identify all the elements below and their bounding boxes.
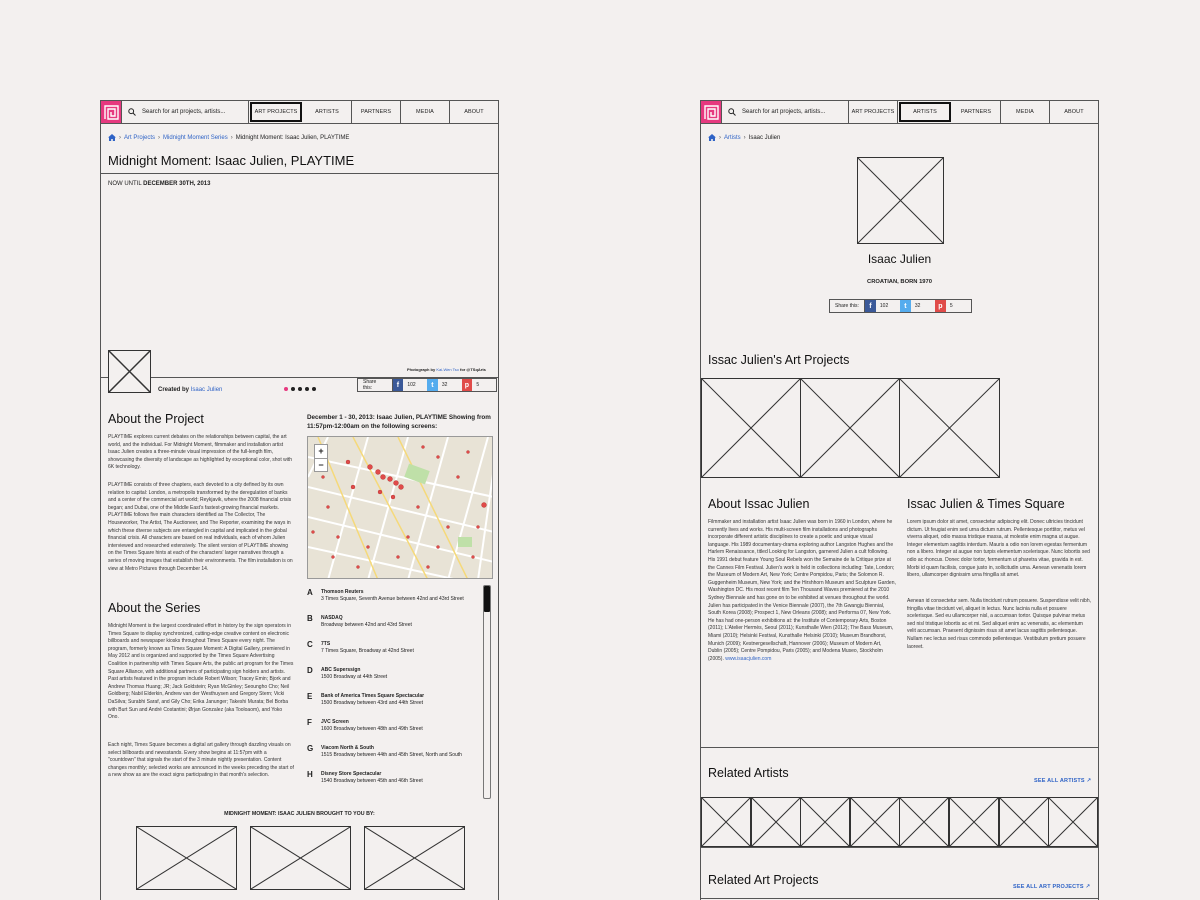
- screen-address: Broadway between 42nd and 43rd Street: [321, 622, 412, 628]
- pinterest-icon[interactable]: p: [935, 300, 946, 312]
- divider: [701, 747, 1098, 748]
- map-graphic: [308, 437, 493, 579]
- about-artist-text: Filmmaker and installation artist Isaac Julien was born in 1960 in London, where he currently lives and works. His multi-screen film installations and photographs incorporate different artistic disciplines to create a poetic and unique visual language. His 1989 documentary-drama exploring author Langston Hughes and the Harlem Renaissance, titled Looking for Langston, garnered Julien a cult following. His 1991 debut feature Young Soul Rebels won the Semaine de la Critique prize at the Cannes Film Festival. Julien's work is held in collections including: Tate, London; the Museum of Modern Art, New York; Centre Pompidou, Paris; the Solomon R. Guggenheim Museum, New York; and the Hirshhorn Museum and Sculpture Garden, Washington DC. His most recent film Ten Thousand Waves premiered at the 2010 Sydney Biennale and has gone on to be exhibited at venues throughout the world. Julien has participated in the Venice Biennale (2007), the 7th Gwangju Biennial, South Korea (2008); Prospect 1, New Orleans (2008); and Performa 07, New York. He has had one-person exhibitions at: the Institute of Contemporary Arts, Boston (2011); L'Atelier Hermès, Seoul (2011); Kunsthalle Wien (2012); The Bass Museum, Miami (2010); Helsinki Festival, Kunsthalle Helsinki (2010); Museum Brandhorst, Munich (2009); Kestnergesellschaft, Hannover (2006); Museum of Modern Art, Dublin (2005); Centre Pompidou, Paris (2005); and Modena Museo, Stockholm (2005). www.isaacjulien.com: [708, 519, 896, 662]
- times-square-p2: Aenean id consectetur sem. Nulla tincidunt rutrum posuere. Suspendisse velit nibh, fringilla vitae tincidunt vel, aliquet in lectus. Nunc lacinia nulla et posuere scelerisque. Sed eu ullamcorper nisl, a accumsan tortor. Quisque pulvinar metus sed nisl tristique lobortis ac et mi. Sed aliquet enim ac venenatis, ac elementum velit accumsan. Praesent dignissim risus sit amet lacus sagittis pellentesque. Nullam nec lectus sed risus commodo pellentesque. Vestibulum pretium posuere laoreet.: [907, 598, 1091, 650]
- breadcrumb-artists[interactable]: Artists: [724, 134, 741, 141]
- screen-address: 1600 Broadway between 48th and 49th Street: [321, 726, 423, 732]
- about-series-p1: Midnight Moment is the largest coordinated effort in history by the sign operators in Times Square to display synchronized, cutting-edge creative content on electronic billboards and newspaper kiosks throughout Times Square every night. The program, formerly known as Times Square Moment: A Digital Gallery, premiered in May 2012 and is organized and supported by the Times Square Advertising Coalition in partnership with Times Square Arts, the public art program for the Times Square Alliance, with additional partners of participating sign holders and artists. Past artists featured in the program include Robert Wilson; Tracey Emin; Bjork and Andrew Thomas Huang; JR; Jack Goldstein; Ryan McGinley; Seoungho Cho; Neil Goldberg; Nabil Elderkin, Andrew van der Westhuysen and Gregory Stern; Vicki DaSilva; Surabhi Saraf, and Gily Cho; Erika Janunger; Takeshi Murata; Bel Borba with Burt Sun and André Costantini; Ørjan Gonzalez (aka Tooloaom), and Yoko Ono.: [108, 623, 294, 721]
- nav-about[interactable]: ABOUT: [1064, 109, 1084, 115]
- related-artist-card[interactable]: [899, 797, 949, 847]
- twitter-count: 32: [441, 382, 448, 388]
- carousel-dot[interactable]: [312, 387, 316, 391]
- search-box[interactable]: [122, 101, 249, 123]
- search-input[interactable]: Search for art projects, artists...: [142, 109, 226, 115]
- about-artist-heading: About Issac Julien: [708, 497, 810, 511]
- screen-address: 1515 Broadway between 44th and 45th Street, North and South: [321, 752, 462, 758]
- logo[interactable]: [701, 101, 722, 123]
- nav-media[interactable]: MEDIA: [401, 101, 450, 123]
- screen-name: ABC Superssign: [321, 667, 361, 673]
- screen-letter: B: [307, 614, 313, 623]
- art-project-card[interactable]: [800, 378, 900, 478]
- search-icon: [128, 108, 136, 116]
- now-until: NOW UNTIL DECEMBER 30TH, 2013: [108, 181, 211, 187]
- related-artist-card[interactable]: [999, 797, 1049, 847]
- carousel-dots: [284, 387, 316, 391]
- zoom-in-button[interactable]: +: [318, 446, 324, 456]
- nav-partners[interactable]: PARTNERS: [352, 101, 401, 123]
- screens-map[interactable]: [307, 436, 493, 579]
- artist-name: Isaac Julien: [867, 252, 932, 266]
- see-all-artists-link[interactable]: SEE ALL ARTISTS ↗: [1034, 778, 1092, 784]
- facebook-icon[interactable]: f: [393, 379, 404, 391]
- share-label: Share this:: [830, 300, 865, 312]
- nav-media[interactable]: MEDIA: [1001, 101, 1050, 123]
- page-title: Midnight Moment: Isaac Julien, PLAYTIME: [108, 153, 355, 168]
- share-bar: [357, 378, 497, 392]
- nav-partners[interactable]: PARTNERS: [952, 101, 1001, 123]
- screen-name: JVC Screen: [321, 719, 349, 725]
- created-by: Created by Isaac Julien: [158, 387, 223, 393]
- breadcrumb: › Art Projects › Midnight Moment Series › Midnight Moment: Isaac Julien, PLAYTIME: [108, 134, 349, 141]
- screen-address: 1500 Broadway at 44th Street: [321, 674, 388, 680]
- share-label: Share this:: [358, 379, 393, 391]
- carousel-dot[interactable]: [305, 387, 309, 391]
- breadcrumb-art-projects[interactable]: Art Projects: [124, 134, 156, 141]
- partner-logo[interactable]: [136, 826, 237, 890]
- related-artist-card[interactable]: [751, 797, 801, 847]
- related-artist-card[interactable]: [1048, 797, 1098, 847]
- screen-letter: E: [307, 692, 313, 701]
- arrow-up-right-icon: ↗: [1085, 884, 1091, 890]
- facebook-count: 102: [879, 303, 889, 309]
- times-square-heading: Issac Julien & Times Square: [907, 497, 1065, 511]
- related-artist-card[interactable]: [800, 797, 850, 847]
- project-page: [100, 100, 499, 900]
- divider: [701, 847, 1098, 848]
- home-icon[interactable]: [708, 134, 716, 141]
- maze-logo-icon: [104, 105, 119, 120]
- related-artist-card[interactable]: [701, 797, 751, 847]
- pinterest-count: 5: [476, 382, 480, 388]
- related-artists-heading: Related Artists: [708, 766, 789, 780]
- screen-address: 3 Times Square, Seventh Avenue between 42nd and 43rd Street: [321, 596, 464, 602]
- breadcrumb-series[interactable]: Midnight Moment Series: [163, 134, 228, 141]
- screen-address: 7 Times Square, Broadway at 42nd Street: [321, 648, 414, 654]
- map-zoom-controls: [314, 444, 328, 472]
- screen-name: Disney Store Spectacular: [321, 771, 382, 777]
- screen-name: Viacom North & South: [321, 745, 374, 751]
- carousel-dot[interactable]: [291, 387, 295, 391]
- zoom-out-button[interactable]: −: [315, 458, 327, 472]
- nav-art-projects[interactable]: ART PROJECTS: [250, 102, 302, 122]
- pinterest-icon[interactable]: p: [462, 379, 473, 391]
- artist-subtitle: CROATIAN, BORN 1970: [867, 279, 932, 285]
- divider: [101, 173, 498, 174]
- partner-logo[interactable]: [364, 826, 465, 890]
- breadcrumb: › Artists › Isaac Julien: [708, 134, 780, 141]
- top-nav: [701, 101, 1098, 124]
- partner-logo[interactable]: [250, 826, 351, 890]
- artist-page: [700, 100, 1099, 900]
- twitter-icon[interactable]: t: [427, 379, 438, 391]
- screen-name: NASDAQ: [321, 615, 343, 621]
- about-project-p1: PLAYTIME explores current debates on the relationships between capital, the art world, and the individual. For Midnight Moment, filmmaker and installation artist Isaac Julien creates a three-minute visual impression of the full-length film, showcasing the diversity of landscape as highlighted by exceptional color, shot with 6K technology.: [108, 434, 292, 471]
- scrollbar-thumb[interactable]: [484, 586, 490, 612]
- art-project-card[interactable]: [701, 378, 801, 478]
- related-projects-heading: Related Art Projects: [708, 873, 819, 887]
- home-icon[interactable]: [108, 134, 116, 141]
- search-icon: [728, 108, 736, 116]
- brought-by: MIDNIGHT MOMENT: ISAAC JULIEN BROUGHT TO YOU BY:: [224, 811, 375, 817]
- share-bar: [829, 299, 972, 313]
- related-artist-card[interactable]: [949, 797, 999, 847]
- logo[interactable]: [101, 101, 122, 123]
- times-square-p1: Lorem ipsum dolor sit amet, consectetur adipiscing elit. Donec ultricies tincidunt dictum. Ut feugiat enim sed urna dictum rutrum. Pellentesque porttitor, metus vel viverra aliquet, odio massa tristique massa, at molestie enim magna ut augue. Integer elementum sagittis interdum. Mauris a odio non lorem egestas fermentum non a libero. Integer at augue non turpis elementum scelerisque. Nunc lobortis sed odio ac rhoncus. Donec dolor tortor, fermentum ut pharetra vitae, gravida in est. Morbi id quam facilisis, congue justo in, sollicitudin urna. Aenean venenatis lorem libero, ullamcorper dignissim urna fringilla sit amet.: [907, 519, 1090, 579]
- art-project-card[interactable]: [899, 378, 1000, 478]
- screen-address: 1500 Broadway between 43rd and 44th Street: [321, 700, 424, 706]
- about-project-heading: About the Project: [108, 412, 204, 426]
- showing-heading: December 1 - 30, 2013: Isaac Julien, PLAYTIME Showing from 11:57pm-12:00am on the following screens:: [307, 414, 491, 430]
- divider: [701, 898, 1098, 899]
- screen-letter: G: [307, 744, 314, 753]
- nav-artists[interactable]: ARTISTS: [303, 101, 352, 123]
- nav-about[interactable]: ABOUT: [464, 109, 484, 115]
- search-input[interactable]: Search for art projects, artists...: [742, 109, 826, 115]
- about-series-p2: Each night, Times Square becomes a digital art gallery through dazzling visuals on select billboards and newsstands. Every show begins at 11:57pm with a "countdown" that signals the start of the 3 minute nightly presentation. Content changes monthly; selected works are announced in the weeks preceding the start of a new show as are the exact signs participating in that month's selection.: [108, 742, 294, 779]
- about-project-p2: PLAYTIME consists of three chapters, each devoted to a city defined by its own relation to capital: London, a metropolis transformed by the deregulation of banks and a center of the commercial art world; Reykjavik, where the 2008 financial crisis began; and Dubai, one of the Middle East's fastest-growing financial markets. PLAYTIME follows five main characters identified as The Collector, The Houseworker, The Artist, The Auctioneer, and The Reporter, examining the ways in which these diverse subjects are entangled in capital and implicated in the global financial crisis. All characters are based on real individuals, each of whom Julien interviewed and researched extensively. The silent version of PLAYTIME showing on the Times Square hints at each of the characters' larger narratives through a series of moving images that establish their environments. The film installation is on view at Metro Pictures through December 14.: [108, 482, 293, 572]
- photo-credit: Photograph by Kai-Wen Tso for @TSqArts: [407, 367, 486, 372]
- screen-address: 1540 Broadway between 45th and 46th Street: [321, 778, 423, 784]
- arrow-up-right-icon: ↗: [1086, 778, 1092, 784]
- artist-portrait: [857, 157, 944, 244]
- nav-artists[interactable]: ARTISTS: [899, 102, 951, 122]
- twitter-icon[interactable]: t: [900, 300, 911, 312]
- carousel-dot[interactable]: [298, 387, 302, 391]
- related-artist-card[interactable]: [850, 797, 900, 847]
- screen-letter: C: [307, 640, 313, 649]
- breadcrumb-current: Isaac Julien: [748, 134, 781, 141]
- see-all-projects-link[interactable]: SEE ALL ART PROJECTS ↗: [1013, 884, 1091, 890]
- about-series-heading: About the Series: [108, 601, 201, 615]
- artist-website-link[interactable]: www.isaacjulien.com: [725, 655, 772, 662]
- nav-art-projects[interactable]: ART PROJECTS: [849, 101, 898, 123]
- screen-name: 7TS: [321, 641, 331, 647]
- breadcrumb-current: Midnight Moment: Isaac Julien, PLAYTIME: [235, 134, 350, 141]
- screen-letter: D: [307, 666, 313, 675]
- screen-letter: A: [307, 588, 313, 597]
- facebook-count: 102: [407, 382, 416, 388]
- art-projects-heading: Issac Julien's Art Projects: [708, 353, 850, 367]
- screen-name: Thomson Reuters: [321, 589, 364, 595]
- screen-name: Bank of America Times Square Spectacular: [321, 693, 425, 699]
- search-box[interactable]: [722, 101, 849, 123]
- maze-logo-icon: [704, 105, 719, 120]
- screen-letter: F: [307, 718, 312, 727]
- pinterest-count: 5: [949, 303, 953, 309]
- top-nav: [101, 101, 498, 124]
- twitter-count: 32: [914, 303, 921, 309]
- screen-letter: H: [307, 770, 313, 779]
- artist-thumbnail[interactable]: [108, 350, 151, 393]
- carousel-dot[interactable]: [284, 387, 288, 391]
- screens-scrollbar[interactable]: [483, 585, 491, 799]
- facebook-icon[interactable]: f: [865, 300, 876, 312]
